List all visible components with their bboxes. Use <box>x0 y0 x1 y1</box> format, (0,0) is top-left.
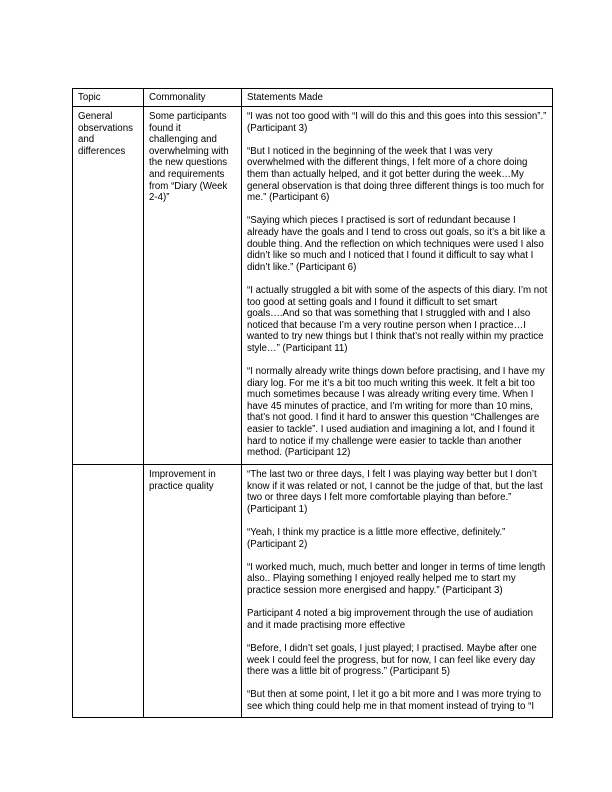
statements-cell <box>242 465 553 718</box>
topic-cell: General observations and differences <box>73 107 144 465</box>
table-row-improvement-practice-quality <box>73 465 553 718</box>
commonality-cell: Some participants found it challenging and overwhelming with the new questions and requirements from “Diary (Week 2-4)” <box>144 107 242 465</box>
statement-paragraph: “I worked much, much, much better and longer in terms of time length also.. Playing something I enjoyed really helped me to start my practice session more energised and happy.” (Participant 3) <box>247 561 546 596</box>
column-header-statements-made: Statements Made <box>242 89 553 107</box>
table-header-row <box>73 89 553 107</box>
statement-paragraph: “But then at some point, I let it go a bit more and I was more trying to see which thing could help me in that moment instead of trying to “I <box>247 689 541 712</box>
statement-paragraph: “I was not too good with “I will do this and this goes into this session”.” (Participant 3) <box>247 111 547 134</box>
statement-paragraph: “I actually struggled a bit with some of the aspects of this diary. I’m not too good at setting goals and I found it difficult to set smart goals….And so that was something that I struggled with and I also noticed that because I’m a very routine person when I practice…I wanted to try new things but I think that’s not really within my practice style…” (Participant 11) <box>247 284 548 354</box>
statement-paragraph: Participant 4 noted a big improvement through the use of audiation and it made practising more effective <box>247 608 533 631</box>
topic-cell <box>73 465 144 718</box>
statement-paragraph: “Saying which pieces I practised is sort of redundant because I already have the goals and I tend to cross out goals, so it’s a bit like a double thing. And the reflection on which techniques were used I also didn’t like so much and I noticed that I found it difficult to say what I didn’t like.” (Participant 6) <box>247 215 546 273</box>
statements-cell <box>242 107 553 465</box>
commonality-cell: Improvement in practice quality <box>144 465 242 718</box>
statement-paragraph: “Before, I didn’t set goals, I just played; I practised. Maybe after one week I could feel the progress, but for now, I can feel like every day there was a little bit of progress.” (Participant 5) <box>247 642 537 678</box>
statement-paragraph: “I normally already write things down before practising, and I have my diary log. For me it’s a bit too much writing this week. It felt a bit too much sometimes because I was already writing every time. When I have 45 minutes of practice, and I’m writing for more than 10 mins, that’s not good. I find it hard to answer this question “Challenges are easier to tackle”. I used audiation and imagining a lot, and I found it hard to notice if my challenge were easier to tackle than another method. (Participant 12) <box>247 366 545 459</box>
statement-paragraph: “But I noticed in the beginning of the week that I was very overwhelmed with the different things, I felt more of a chore doing them than actually helped, and it got better during the week…My general observation is that doing three different things is too much for me.” (Participant 6) <box>247 145 545 204</box>
table-row-general-observations <box>73 107 553 465</box>
column-header-commonality: Commonality <box>144 89 242 107</box>
statement-paragraph: “Yeah, I think my practice is a little more effective, definitely.” (Participant 2) <box>247 526 506 550</box>
statement-paragraph: “The last two or three days, I felt I was playing way better but I don’t know if it was related or not, I cannot be the judge of that, but the last two or three days I felt more comfortable playing than before.” (Participant 1) <box>247 469 543 515</box>
qualitative-statements-table <box>72 88 553 718</box>
column-header-topic: Topic <box>73 89 144 107</box>
